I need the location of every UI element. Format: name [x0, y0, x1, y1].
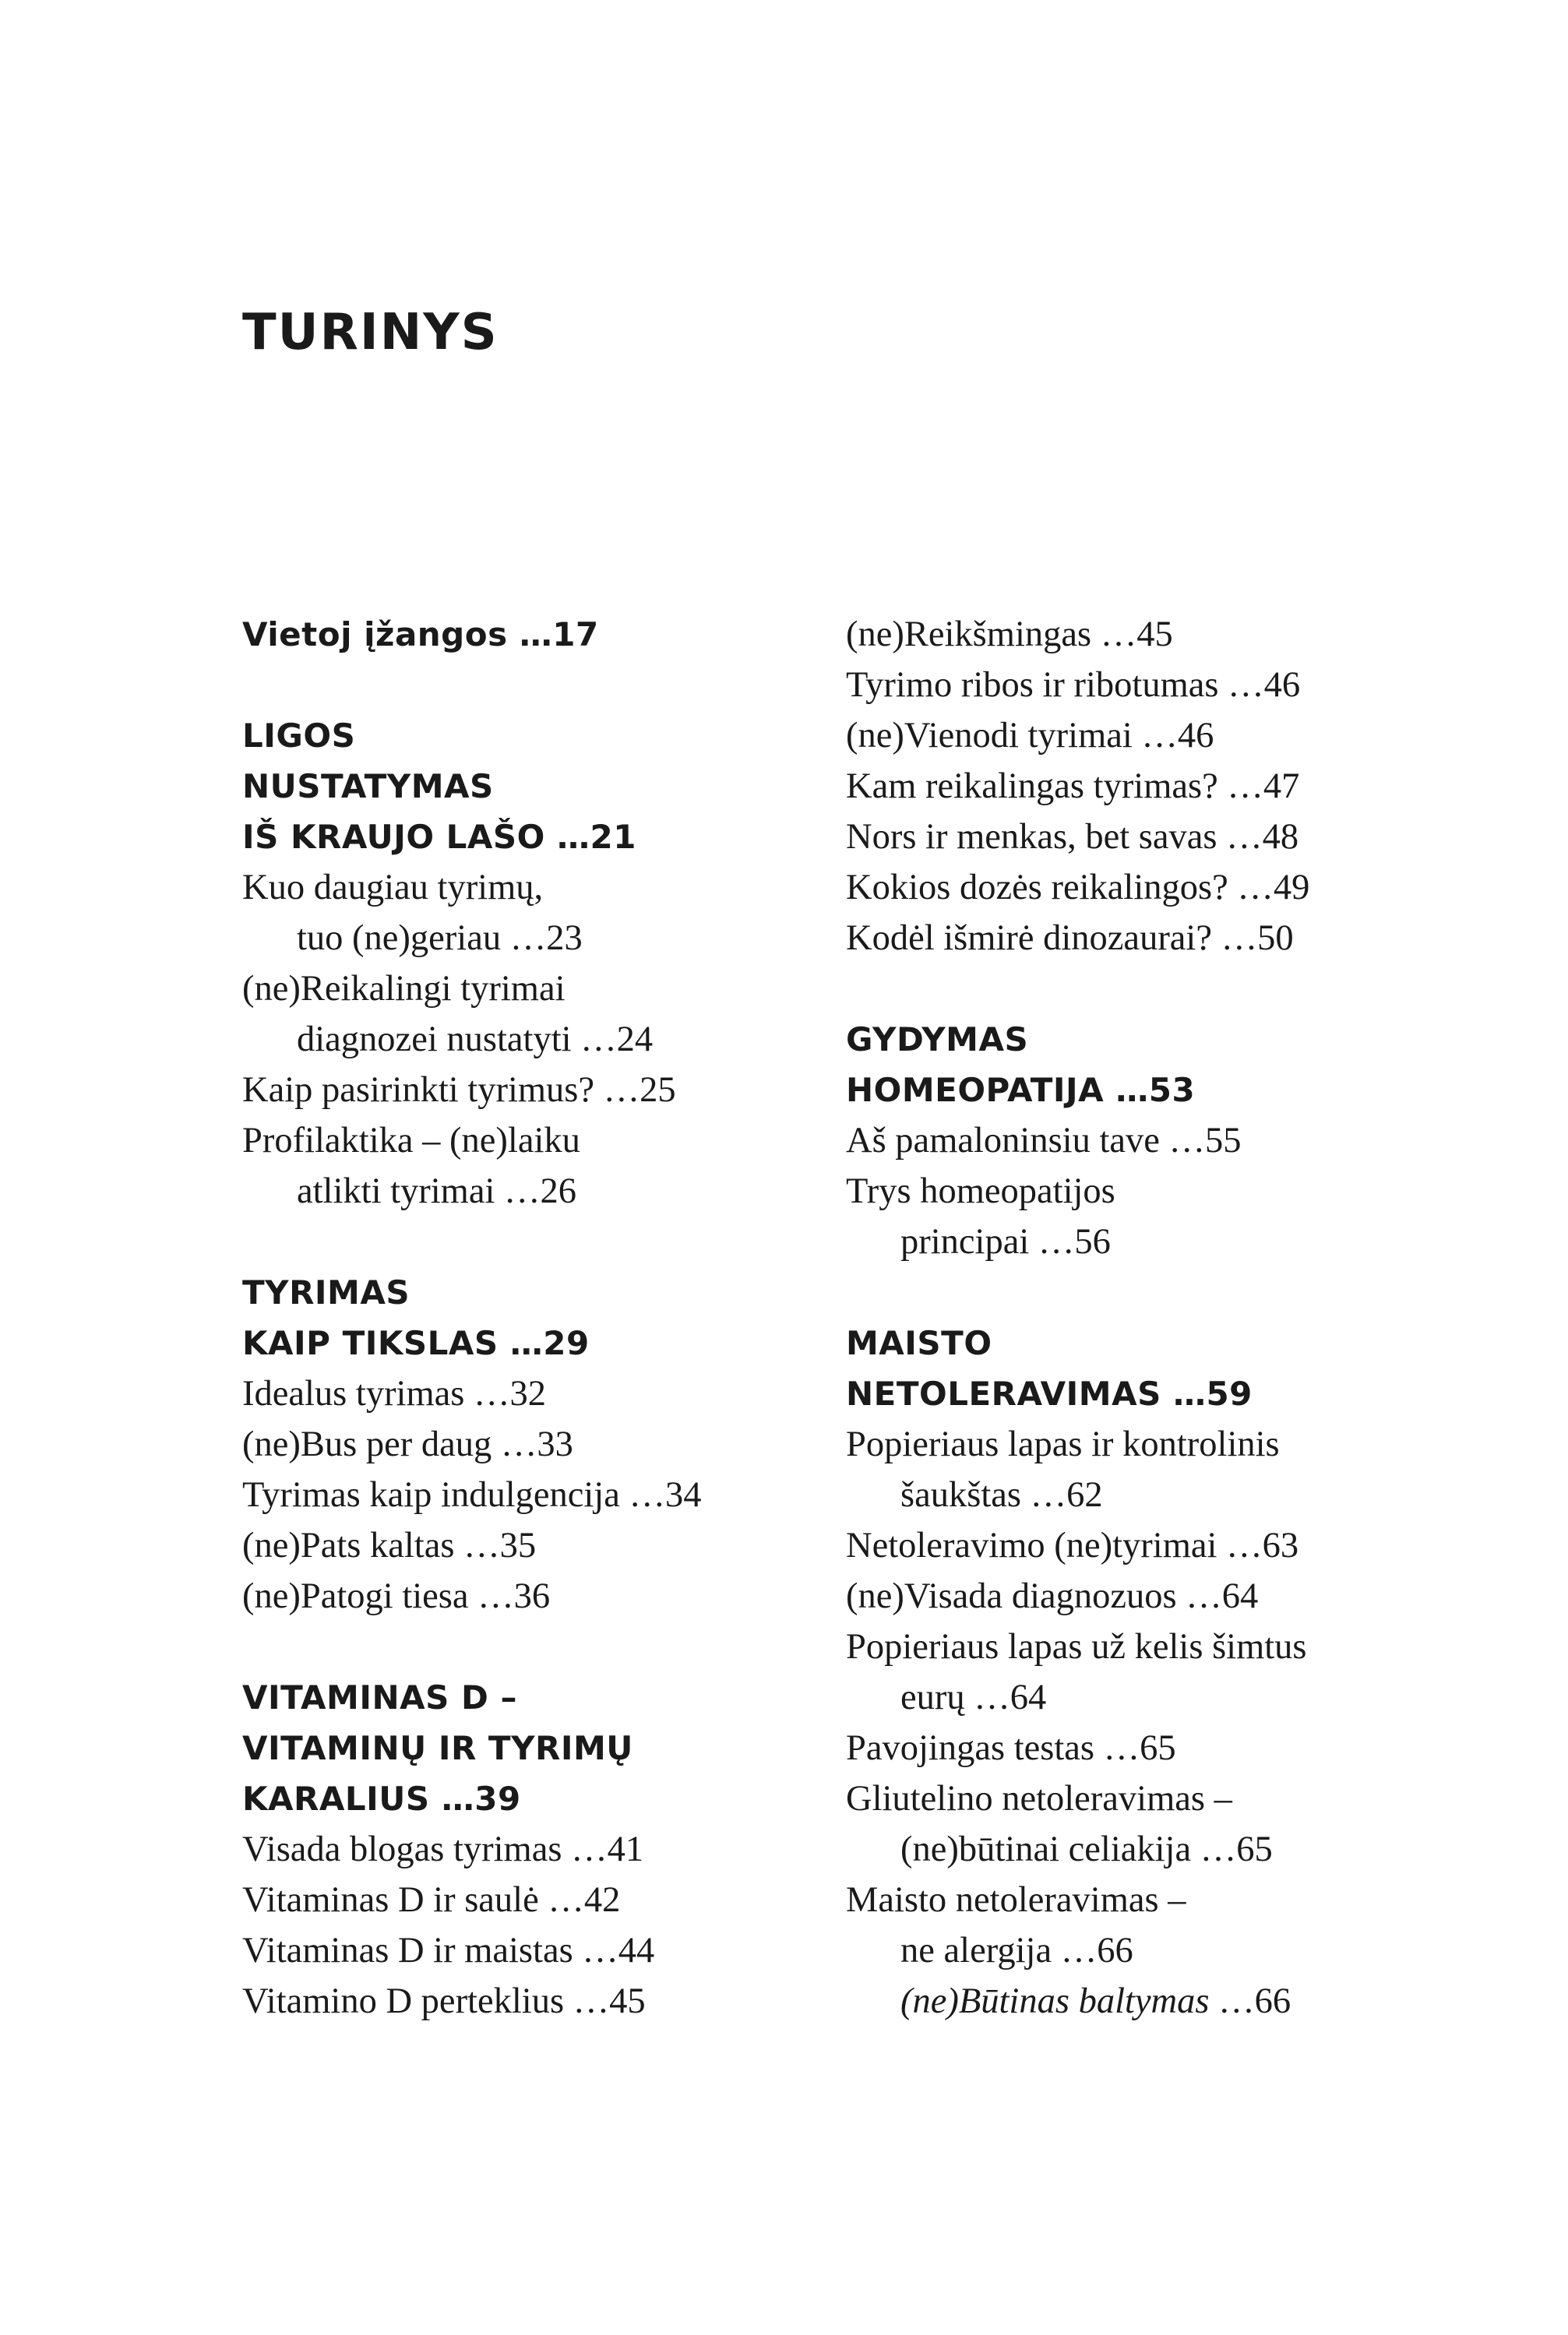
toc-entry: Aš pamaloninsiu tave …55 [846, 1121, 1242, 1160]
toc-entry-continuation: šaukštas …62 [900, 1475, 1103, 1515]
section-spacer [242, 660, 834, 710]
toc-section-heading: LIGOS [242, 717, 356, 755]
toc-entry: Vitamino D perteklius …45 [242, 1981, 646, 2021]
toc-entry: Profilaktika – (ne)laiku [242, 1121, 580, 1160]
toc-entry-continuation: principai …56 [900, 1222, 1111, 1262]
toc-section-heading: TYRIMAS [242, 1273, 410, 1312]
toc-section-heading: KAIP TIKSLAS …29 [242, 1324, 590, 1362]
toc-left-column [242, 609, 834, 2027]
toc-entry-continuation: tuo (ne)geriau …23 [297, 918, 583, 958]
toc-section-heading: VITAMINŲ IR TYRIMŲ [242, 1729, 633, 1767]
toc-section-heading: IŠ KRAUJO LAŠO …21 [242, 818, 636, 856]
toc-entry: (ne)Reikšmingas …45 [846, 615, 1173, 654]
toc-subentry: (ne)Būtinas baltymas …66 [900, 1981, 1291, 2021]
toc-section-heading: NUSTATYMAS [242, 767, 494, 805]
toc-entry: Maisto netoleravimas – [846, 1880, 1186, 1920]
toc-entry: Vitaminas D ir maistas …44 [242, 1931, 655, 1970]
toc-entry: Kaip pasirinkti tyrimus? …25 [242, 1070, 676, 1110]
section-spacer [242, 1217, 834, 1267]
toc-entry-continuation: eurų …64 [900, 1678, 1047, 1717]
toc-entry: (ne)Visada diagnozuos …64 [846, 1576, 1259, 1616]
toc-entry: Nors ir menkas, bet savas …48 [846, 817, 1299, 857]
toc-entry: Pavojingas testas …65 [846, 1728, 1176, 1768]
toc-entry: Tyrimo ribos ir ribotumas …46 [846, 665, 1301, 705]
toc-entry: Kodėl išmirė dinozaurai? …50 [846, 918, 1294, 958]
toc-entry-continuation: (ne)būtinai celiakija …65 [900, 1830, 1273, 1869]
toc-page-number: …66 [1209, 1981, 1291, 2021]
toc-entry: Gliutelino netoleravimas – [846, 1779, 1232, 1819]
toc-section-heading: HOMEOPATIJA …53 [846, 1071, 1196, 1109]
toc-entry-continuation: ne alergija …66 [900, 1931, 1133, 1970]
toc-entry: (ne)Vienodi tyrimai …46 [846, 716, 1214, 755]
page-title: TURINYS [242, 304, 499, 361]
section-spacer [242, 1622, 834, 1672]
toc-right-column [846, 609, 1438, 2027]
section-spacer [846, 1267, 1438, 1318]
toc-entry: Visada blogas tyrimas …41 [242, 1830, 644, 1869]
toc-section-heading: KARALIUS …39 [242, 1780, 521, 1818]
toc-section-heading: GYDYMAS [846, 1020, 1029, 1058]
toc-entry: Netoleravimo (ne)tyrimai …63 [846, 1526, 1299, 1565]
toc-entry: (ne)Reikalingi tyrimai [242, 969, 566, 1009]
toc-entry: Tyrimas kaip indulgencija …34 [242, 1475, 702, 1515]
toc-entry: Kokios dozės reikalingos? …49 [846, 868, 1310, 907]
toc-entry-continuation: atlikti tyrimai …26 [297, 1171, 577, 1211]
toc-entry-continuation: diagnozei nustatyti …24 [297, 1020, 654, 1059]
toc-entry: Vitaminas D ir saulė …42 [242, 1880, 621, 1920]
toc-section-heading: VITAMINAS D – [242, 1678, 517, 1717]
toc-entry: Popieriaus lapas ir kontrolinis [846, 1425, 1280, 1464]
toc-section-heading: MAISTO [846, 1324, 992, 1362]
toc-entry: Kuo daugiau tyrimų, [242, 868, 544, 907]
toc-entry: (ne)Patogi tiesa …36 [242, 1576, 551, 1616]
toc-entry: Trys homeopatijos [846, 1171, 1115, 1211]
toc-entry: Kam reikalingas tyrimas? …47 [846, 766, 1300, 806]
toc-entry: (ne)Pats kaltas …35 [242, 1526, 537, 1565]
section-spacer [846, 963, 1438, 1014]
toc-section-heading: Vietoj įžangos …17 [242, 615, 599, 653]
toc-entry: (ne)Bus per daug …33 [242, 1425, 573, 1464]
toc-section-heading: NETOLERAVIMAS …59 [846, 1375, 1253, 1413]
toc-entry: Idealus tyrimas …32 [242, 1374, 547, 1414]
toc-entry: Popieriaus lapas už kelis šimtus [846, 1627, 1307, 1667]
